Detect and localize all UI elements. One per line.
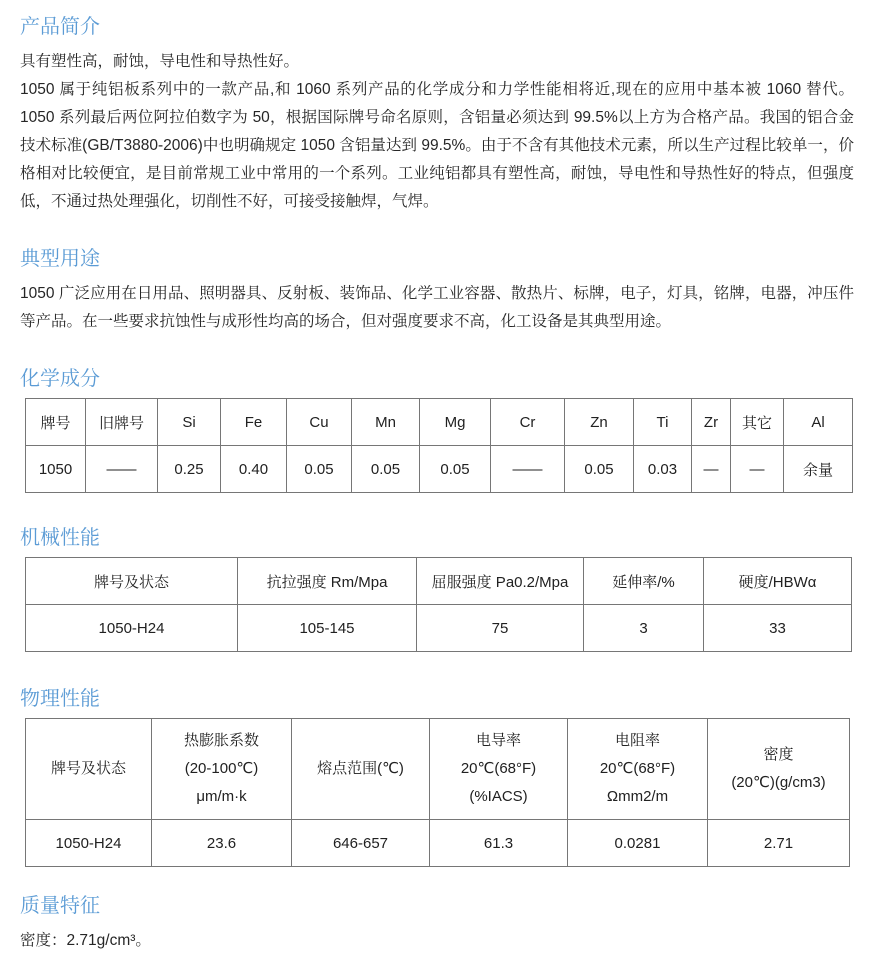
cell: 61.3 xyxy=(430,820,568,867)
table-header-row xyxy=(26,558,852,605)
cell: 1050 xyxy=(26,446,86,493)
col-header xyxy=(568,719,708,820)
cell: 0.40 xyxy=(221,446,287,493)
physical-heading: 物理性能 xyxy=(20,686,100,710)
quality-heading: 质量特征 xyxy=(20,893,100,917)
cell: —— xyxy=(491,446,565,493)
section-mechanical xyxy=(20,525,854,652)
table-row xyxy=(26,820,850,867)
cell: 105-145 xyxy=(238,605,417,652)
header-line: μm/m·k xyxy=(196,788,247,805)
mechanical-heading: 机械性能 xyxy=(20,525,100,549)
col-header: Zr xyxy=(692,399,731,446)
col-header: 旧牌号 xyxy=(86,399,158,446)
col-header: Ti xyxy=(634,399,692,446)
col-header xyxy=(430,719,568,820)
col-header xyxy=(708,719,850,820)
cell: 75 xyxy=(417,605,584,652)
cell: 0.05 xyxy=(420,446,491,493)
header-line: (%IACS) xyxy=(469,788,528,805)
cell: 0.05 xyxy=(565,446,634,493)
cell: 33 xyxy=(704,605,852,652)
col-header: Si xyxy=(158,399,221,446)
col-header: 其它 xyxy=(731,399,784,446)
header-line: 20℃(68°F) xyxy=(460,760,537,777)
cell: 23.6 xyxy=(152,820,292,867)
cell: 0.05 xyxy=(287,446,352,493)
col-header: 牌号及状态 xyxy=(26,558,238,605)
cell: 1050-H24 xyxy=(26,820,152,867)
cell: —— xyxy=(86,446,158,493)
cell: — xyxy=(692,446,731,493)
cell: 0.05 xyxy=(352,446,420,493)
section-intro xyxy=(20,14,854,216)
header-line: (20-100℃) xyxy=(184,760,259,777)
col-header: 硬度/HBWα xyxy=(704,558,852,605)
intro-summary-line: 具有塑性高，耐蚀，导电性和导热性好。 xyxy=(20,53,300,70)
cell: 3 xyxy=(584,605,704,652)
table-header-row xyxy=(26,399,853,446)
col-header: Fe xyxy=(221,399,287,446)
physical-properties-table xyxy=(25,718,850,867)
col-header: 延伸率/% xyxy=(584,558,704,605)
header-line: 电阻率 xyxy=(614,732,660,749)
mechanical-properties-table xyxy=(25,557,852,652)
col-header: Cr xyxy=(491,399,565,446)
section-quality xyxy=(20,893,854,955)
col-header xyxy=(26,719,152,820)
col-header: 屈服强度 Pa0.2/Mpa xyxy=(417,558,584,605)
section-physical xyxy=(20,686,854,867)
header-line: 热膨胀系数 xyxy=(183,732,259,749)
table-header-row xyxy=(26,719,850,820)
section-chemical xyxy=(20,366,854,493)
header-line: 20℃(68°F) xyxy=(599,760,676,777)
col-header: Mg xyxy=(420,399,491,446)
col-header: 牌号 xyxy=(26,399,86,446)
intro-paragraph: 1050 属于纯铝板系列中的一款产品,和 1060 系列产品的化学成分和力学性能相将近,现在的应用中基本被 1060 替代。1050 系列最后两位阿拉伯数字为 50，根据国际牌号命名原则，含铝量必须达到 99.5%以上方为合格产品。我国的铝合金技术标准(GB/T3880-2006)中也明确规定 1050 含铝量达到 99.5%。由于不含有其他技术元素，所以生产过程比较单一，价格相对比较便宜，是目前常规工业中常用的一个系列。工业纯铝都具有塑性高，耐蚀，导电性和导热性好的特点，但强度低，不通过热处理强化，切削性不好，可接受接触焊，气焊。 xyxy=(20,81,854,210)
table-row xyxy=(26,605,852,652)
col-header: Mn xyxy=(352,399,420,446)
cell: 2.71 xyxy=(708,820,850,867)
header-line: (20℃)(g/cm3) xyxy=(731,774,826,791)
uses-paragraph: 1050 广泛应用在日用品、照明器具、反射板、装饰品、化学工业容器、散热片、标牌，电子，灯具，铭牌，电器，冲压件等产品。在一些要求抗蚀性与成形性均高的场合，但对强度要求不高，化工设备是其典型用途。 xyxy=(20,285,854,330)
col-header: 抗拉强度 Rm/Mpa xyxy=(238,558,417,605)
cell: 0.25 xyxy=(158,446,221,493)
col-header: Cu xyxy=(287,399,352,446)
table-row xyxy=(26,446,853,493)
cell: 1050-H24 xyxy=(26,605,238,652)
cell: — xyxy=(731,446,784,493)
uses-heading: 典型用途 xyxy=(20,246,100,270)
intro-heading: 产品简介 xyxy=(20,14,100,38)
chemical-heading: 化学成分 xyxy=(20,366,100,390)
section-uses xyxy=(20,246,854,336)
cell: 0.0281 xyxy=(568,820,708,867)
header-line: 牌号及状态 xyxy=(50,760,126,777)
cell: 646-657 xyxy=(292,820,430,867)
header-line: Ωmm2/m xyxy=(606,788,669,805)
col-header xyxy=(152,719,292,820)
cell: 0.03 xyxy=(634,446,692,493)
col-header: Zn xyxy=(565,399,634,446)
cell: 余量 xyxy=(784,446,853,493)
header-line: 熔点范围(℃) xyxy=(317,760,404,777)
col-header: Al xyxy=(784,399,853,446)
chemical-composition-table xyxy=(25,398,853,493)
header-line: 电导率 xyxy=(475,732,521,749)
quality-density-line: 密度：2.71g/cm³。 xyxy=(20,932,151,949)
header-line: 密度 xyxy=(763,746,794,763)
col-header xyxy=(292,719,430,820)
